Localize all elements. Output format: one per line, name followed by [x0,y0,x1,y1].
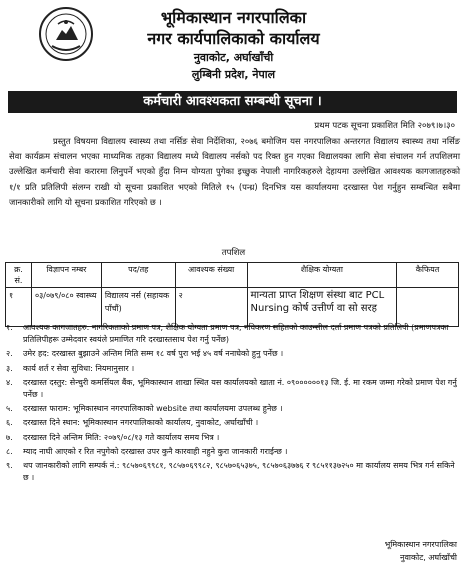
note-number: ४. [6,377,13,387]
list-item [6,446,461,458]
note-text: थप जानकारीको लागि सम्पर्क नं.: ९८५७०६९९८१, ९८५७०६९९८२, ९८५७०६५३७५, ९८५७०६३७७६ र ९८५११३७२५० मा कार्यालय समय भित्र गर्न सकिने छ । [23,461,455,483]
list-item [6,322,461,346]
cell-count: २ [175,288,247,327]
note-text: उमेर हद: दरखास्त बुझाउने अन्तिम मिति सम्म १८ वर्ष पुरा भई ४५ वर्ष ननाघेको हुनु पर्नेछ । [23,349,284,359]
note-text: दरखास्त दस्तुर: सेन्चुरी कमर्सियल बैंक, भूमिकास्थान शाखा स्थित यस कार्यालयको खाता नं. ०९००००००१३ जि. ई. मा रकम जम्मा गरेको प्रमाण पेश गर्नु पर्नेछ । [23,377,457,400]
list-item [6,403,461,415]
note-text: दरखास्त दिने अन्तिम मिति: २०७९/०८/१३ गते कार्यालय समय भित्र । [23,432,220,442]
note-number: ३. [6,363,13,373]
office-location: नुवाकोट, अर्घाखाँची [193,51,274,64]
signature-block [385,538,457,564]
list-item [6,432,461,444]
publish-date: प्रथम पटक सूचना प्रकाशित मिति २०७९।७।३० [314,121,455,131]
list-item [6,417,461,429]
note-text: दरखास्त दिने स्थान: भूमिकास्थान नगरपालिकाको कार्यालय, नुवाकोट, अर्घाखाँची । [23,418,259,428]
footer-location: नुवाकोट, अर्घाखाँची [400,553,457,562]
footer-office: भूमिकास्थान नगरपालिका [384,540,457,549]
intro-paragraph: प्रस्तुत विषयमा विद्यालय स्वास्थ्य तथा नर्सिङ सेवा निर्देशिका, २०७६ बमोजिम यस नगरपालिका अन्तरगत विद्यालय स्वास्थ्य तथा नर्सिङ सेवा कार्यक्रम संचालन भएका माध्यमिक तहका विद्यालय मध्ये विद्यालय नर्सको पद रिक्त हुन गएका विद्यालयका लागि सेवा संचालन गर्न तपशिलमा उल्लेखित कर्मचारी सेवा करारमा लिनुपर्ने भएको हुँदा निम्न योग्यता पुगेका इच्छुक नेपाली नागरिकहरुले देहायमा उल्लेखित आवश्यक कागजातहरुको १/१ प्रति प्रतिलिपी संलग्न राखी यो सूचना प्रकाशित भएको मितिले १५ (पन्ध्र) दिनभित्र यस कार्यालयमा दरखास्त पेश गर्नुहुन सम्बन्धित सबैमा जानकारीको लागि यो सूचना प्रकाशित गरिएको छ । [9,136,460,207]
cell-post: विद्यालय नर्स (सहायक पाँचौं) [101,288,175,327]
header-adv-no: विज्ञापन नम्बर [31,263,101,288]
note-number: ८. [6,446,13,456]
note-text: आवश्यक कागजातहरु: नागरिकताको प्रमाण पत्र, शैक्षिक योग्यता प्रमाण पत्र, नविकरण सहितको काउन्सील दर्ता प्रमाण पत्रको प्रतिलिपी (प्रमाणपत्रका प्रतिलिपीहरू उम्मेदवार स्वयंले प्रमाणित गरि दरखास्तसाथ पेश गर्नु पर्नेछ) [23,323,449,345]
note-number: ६. [6,418,13,428]
note-text: म्याद नाघी आएको र रित नपुगेको दरखास्त उपर कुनै कारवाही नहुने कुरा जानकारी गराईन्छ । [23,446,288,456]
office-name: नगर कार्यपालिकाको कार्यालय [147,29,320,48]
cell-adv-no: ०३/०७९/०८० स्वास्थ्य [31,288,101,327]
cell-sn: १ [6,288,32,327]
notes-list [6,322,461,484]
note-number: १. [6,323,13,332]
note-text: कार्य शर्त र सेवा सुविधा: नियमानुसार । [23,363,135,373]
notice-title: कर्मचारी आवश्यकता सम्बन्धी सूचना । [8,91,457,113]
table-title: तपशिल [221,248,246,258]
header-remarks: कैफियत [397,263,459,288]
table-header-row [6,263,459,288]
note-number: ७. [6,432,13,442]
note-number: ९. [6,461,13,471]
note-number: २. [6,349,13,359]
header-count: आवश्यक संख्या [175,263,247,288]
cell-remarks [397,288,459,327]
list-item [6,460,461,484]
list-item [6,377,461,401]
municipality-name: भूमिकास्थान नगरपालिका [160,8,307,27]
note-text: दरखास्त फाराम: भूमिकास्थान नगरपालिकाको website तथा कार्यालयमा उपलब्ध हुनेछ । [23,404,283,414]
vacancy-table [5,262,459,327]
list-item [6,363,461,375]
header-qualification: शैक्षिक योग्यता [247,263,397,288]
province-country: लुम्बिनी प्रदेश, नेपाल [191,68,276,81]
header-post: पद/तह [101,263,175,288]
list-item [6,348,461,360]
note-number: ५. [6,404,13,414]
table-row [6,288,459,327]
header-sn: क्र. सं. [6,263,32,288]
cell-qualification: मान्यता प्राप्त शिक्षण संस्था बाट PCL Nursing कोर्ष उत्तीर्ण वा सो सरह [247,288,397,327]
